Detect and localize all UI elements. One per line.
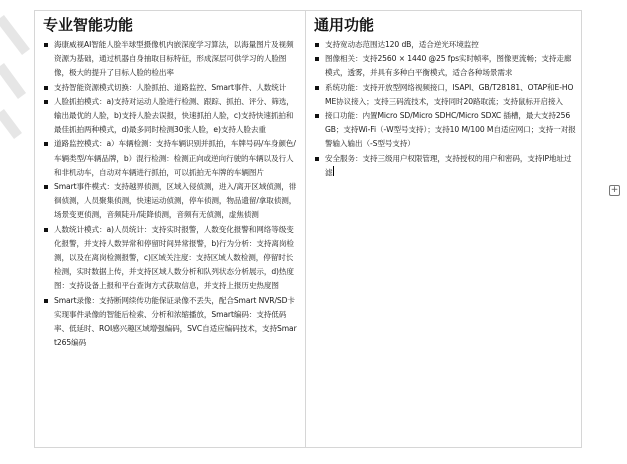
left-feature-list: [43, 38, 299, 350]
list-item: 支持宽动态范围达120 dB，适合逆光环境监控: [314, 38, 577, 52]
list-item: 图像相关：支持2560 × 1440 @25 fps实时帧率，图像更流畅；支持走廊模式，透雾，并具有多种白平衡模式，适合各种场景需求: [314, 52, 577, 80]
list-item: 人脸抓拍模式：a)支持对运动人脸进行检测、跟踪、抓拍、评分、筛选，输出最优的人脸，b)支持人脸去误报，快速抓拍人脸，c)支持快速抓拍和最佳抓拍两种模式，d)最多同时检测30张人脸，e)支持人脸去重: [43, 95, 299, 138]
list-item: 系统功能：支持开放型网络视频接口，ISAPI、GB/T28181、OTAP和E-HOME协议接入；支持三码流技术，支持同时20路取流；支持鼠标开启接入: [314, 81, 577, 109]
list-item: 人数统计模式：a)人员统计：支持实时报警，人数变化报警和网络等级变化报警，并支持人数异常和停留时间异常报警，b)行为分析：支持离岗检测，以及在离岗检测报警，c)区域关注度：支持区域人数检测，停留时长检测，实时数据上传，并支持区域人数分析和队列状态分析展示，d)热度图：支持设备上报和平台查询方式获取信息，并支持上报历史热度图: [43, 223, 299, 294]
left-column-title: 专业智能功能: [43, 16, 134, 34]
add-comment-icon[interactable]: +: [610, 185, 619, 195]
right-column: [306, 11, 583, 180]
list-item-text: 安全服务：支持三级用户权限管理，支持授权的用户和密码，支持IP地址过滤: [325, 153, 572, 177]
list-item-editing[interactable]: [314, 152, 577, 180]
left-column: [35, 11, 305, 350]
list-item: Smart录像：支持断网续传功能保证录像不丢失，配合Smart NVR/SD卡实现事件录像的智能后检索、分析和浓缩播放，Smart编码：支持低码率、低延时、ROI感兴趣区域增强编码，SVC自适应编码技术，支持Smart265编码: [43, 294, 299, 351]
list-item: 支持智能资源模式切换：人脸抓拍、道路监控、Smart事件、人数统计: [43, 81, 299, 95]
text-cursor: [333, 166, 334, 176]
spec-table: [34, 10, 582, 448]
right-column-title: 通用功能: [314, 16, 375, 34]
list-item: 接口功能：内置Micro SD/Micro SDHC/Micro SDXC 插槽，最大支持256 GB；支持Wi-Fi（-W型号支持）；支持10 M/100 M自适应网口；支持一对报警输入输出（-S型号支持）: [314, 109, 577, 152]
right-feature-list: [314, 38, 577, 180]
list-item: 海康威视AI智能人脸半球型摄像机内嵌深度学习算法，以海量图片及视频资源为基础，通过机器自身抽取目标特征，形成深层可供学习的人脸图像，极大的提升了目标人脸的检出率: [43, 38, 299, 81]
list-item: Smart事件模式：支持越界侦测，区域入侵侦测，进入/离开区域侦测，徘徊侦测，人员聚集侦测，快速运动侦测，停车侦测，物品遗留/拿取侦测，场景变更侦测，音频陡升/陡降侦测，音频有无侦测，虚焦侦测: [43, 180, 299, 223]
list-item: 道路监控模式：a）车辆检测：支持车辆识别并抓拍，车牌号码/车身颜色/车辆类型/车辆品牌，b）混行检测：检测正向或逆向行驶的车辆以及行人和非机动车，自动对车辆进行抓拍，可以抓拍无车牌的车辆图片: [43, 137, 299, 180]
